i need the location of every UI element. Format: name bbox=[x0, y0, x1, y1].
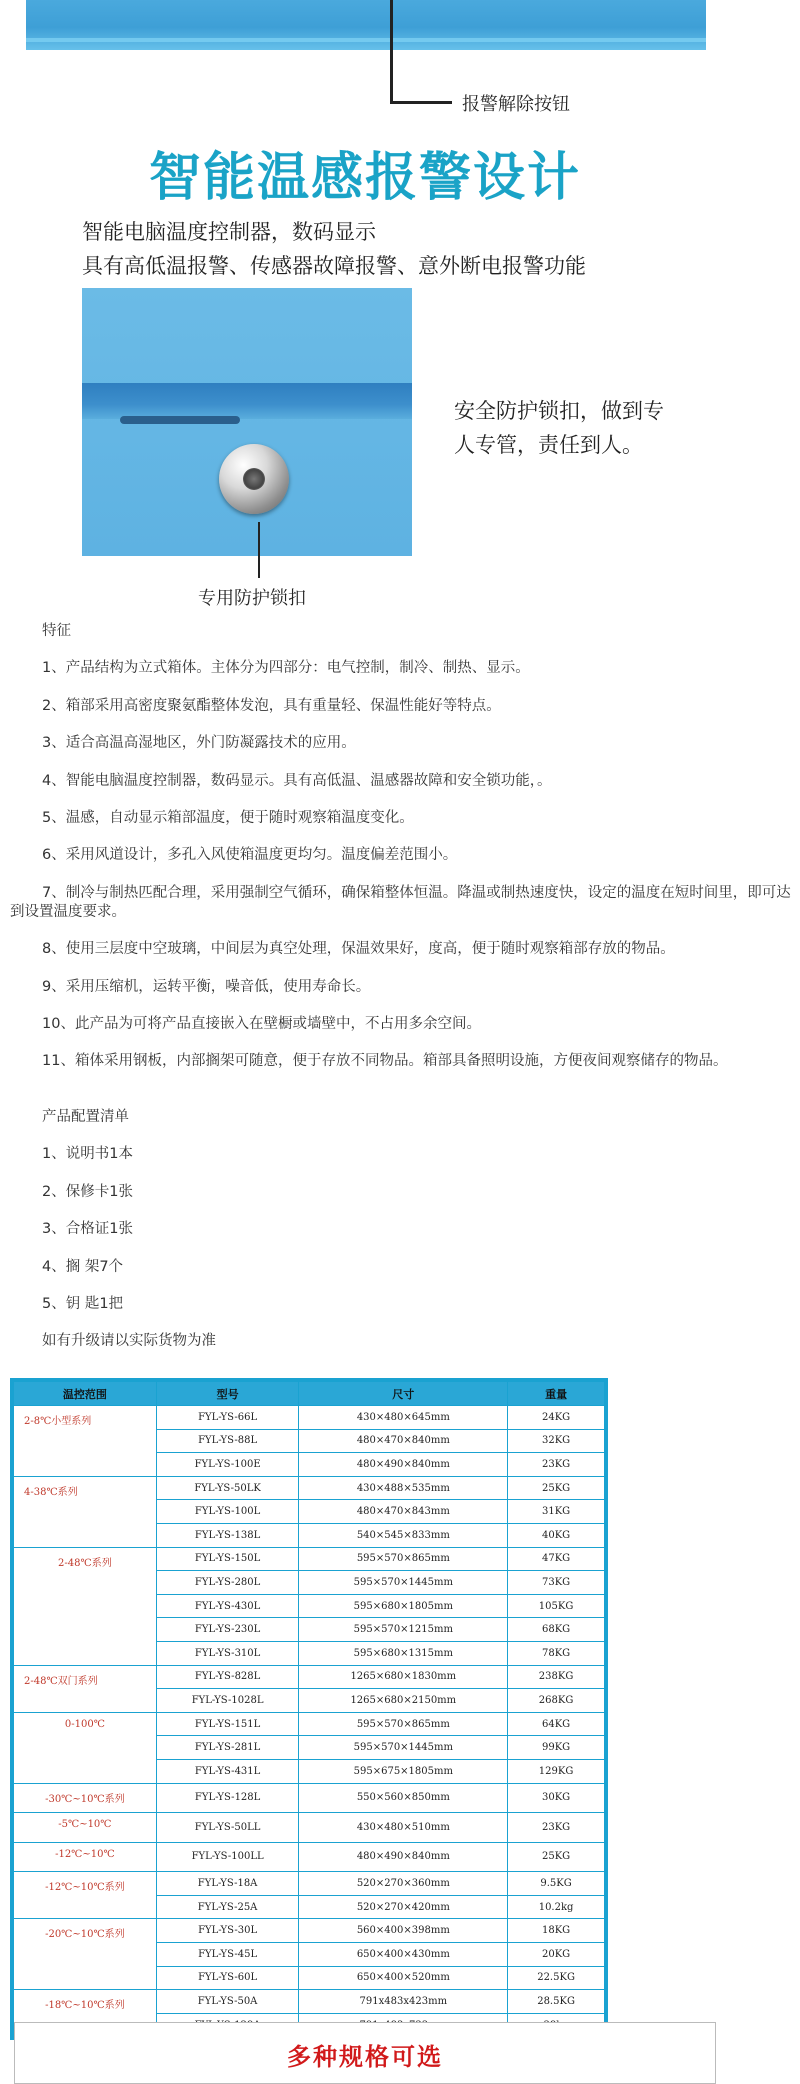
model-cell: FYL-YS-431L bbox=[156, 1759, 299, 1783]
weight-cell: 23KG bbox=[508, 1813, 605, 1843]
config-heading: 产品配置清单 bbox=[42, 1109, 129, 1125]
product-top-panel-photo bbox=[26, 0, 706, 50]
lock-description-line-1: 安全防护锁扣，做到专 bbox=[454, 399, 664, 423]
model-cell: FYL-YS-45L bbox=[156, 1943, 299, 1967]
model-cell: FYL-YS-30L bbox=[156, 1919, 299, 1943]
model-cell: FYL-YS-18A bbox=[156, 1872, 299, 1896]
table-row bbox=[14, 1547, 605, 1571]
panel-highlight-stripe bbox=[26, 38, 706, 42]
range-cell: 4-38℃系列 bbox=[14, 1476, 157, 1547]
weight-cell: 68KG bbox=[508, 1618, 605, 1642]
config-note: 如有升级请以实际货物为准 bbox=[42, 1333, 216, 1350]
alarm-reset-label: 报警解除按钮 bbox=[462, 94, 570, 115]
feature-item: 9、采用压缩机，运转平衡，噪音低，使用寿命长。 bbox=[42, 978, 371, 995]
model-cell: FYL-YS-50LL bbox=[156, 1813, 299, 1843]
range-cell: -20℃~10℃系列 bbox=[14, 1919, 157, 1990]
feature-item: 10、此产品为可将产品直接嵌入在壁橱或墙壁中，不占用多余空间。 bbox=[42, 1015, 481, 1032]
size-cell: 791x483x423mm bbox=[299, 1990, 508, 2014]
size-cell: 595×570×865mm bbox=[299, 1712, 508, 1736]
model-cell: FYL-YS-280L bbox=[156, 1571, 299, 1595]
weight-cell: 268KG bbox=[508, 1689, 605, 1713]
header-size: 尺寸 bbox=[299, 1382, 508, 1406]
feature-item: 6、采用风道设计，多孔入风使箱温度更均匀。温度偏差范围小。 bbox=[42, 847, 458, 864]
size-cell: 480×490×840mm bbox=[299, 1842, 508, 1872]
feature-item: 1、产品结构为立式箱体。主体分为四部分：电气控制，制冷、制热、显示。 bbox=[42, 660, 530, 677]
size-cell: 1265×680×2150mm bbox=[299, 1689, 508, 1713]
table-row bbox=[14, 1990, 605, 2014]
feature-item: 8、使用三层度中空玻璃，中间层为真空处理，保温效果好，度高，便于随时观察箱部存放的物品。 bbox=[42, 941, 675, 958]
feature-item: 2、箱部采用高密度聚氨酯整体发泡，具有重量轻、保温性能好等特点。 bbox=[42, 697, 501, 714]
model-cell: FYL-YS-100E bbox=[156, 1453, 299, 1477]
weight-cell: 20KG bbox=[508, 1943, 605, 1967]
keyhole-icon bbox=[243, 468, 265, 490]
size-cell: 595×570×1215mm bbox=[299, 1618, 508, 1642]
door-frame-band bbox=[82, 383, 412, 419]
spec-table-body bbox=[14, 1406, 605, 2037]
spec-table-header-row bbox=[14, 1382, 605, 1406]
size-cell: 595×680×1805mm bbox=[299, 1594, 508, 1618]
model-cell: FYL-YS-230L bbox=[156, 1618, 299, 1642]
size-cell: 480×470×840mm bbox=[299, 1429, 508, 1453]
spec-table-frame bbox=[10, 1378, 608, 2040]
weight-cell: 32KG bbox=[508, 1429, 605, 1453]
table-row bbox=[14, 1783, 605, 1813]
subtitle-line-1: 智能电脑温度控制器，数码显示 bbox=[82, 220, 376, 244]
config-item: 5、钥 匙1把 bbox=[42, 1295, 124, 1312]
table-row bbox=[14, 1842, 605, 1872]
weight-cell: 24KG bbox=[508, 1406, 605, 1430]
weight-cell: 25KG bbox=[508, 1842, 605, 1872]
model-cell: FYL-YS-50A bbox=[156, 1990, 299, 2014]
weight-cell: 40KG bbox=[508, 1523, 605, 1547]
size-cell: 550×560×850mm bbox=[299, 1783, 508, 1813]
size-cell: 595×680×1315mm bbox=[299, 1641, 508, 1665]
size-cell: 480×470×843mm bbox=[299, 1500, 508, 1524]
callout-line-horizontal bbox=[390, 101, 452, 104]
range-cell: -18℃~10℃系列 bbox=[14, 1990, 157, 2037]
model-cell: FYL-YS-151L bbox=[156, 1712, 299, 1736]
size-cell: 595×570×865mm bbox=[299, 1547, 508, 1571]
lock-label: 专用防护锁扣 bbox=[198, 588, 306, 609]
weight-cell: 129KG bbox=[508, 1759, 605, 1783]
weight-cell: 23KG bbox=[508, 1453, 605, 1477]
config-item: 3、合格证1张 bbox=[42, 1221, 133, 1238]
weight-cell: 99KG bbox=[508, 1736, 605, 1760]
range-cell: 2-48℃双门系列 bbox=[14, 1665, 157, 1712]
size-cell: 650×400×520mm bbox=[299, 1966, 508, 1990]
size-cell: 540×545×833mm bbox=[299, 1523, 508, 1547]
table-row bbox=[14, 1919, 605, 1943]
bottom-banner bbox=[14, 2022, 716, 2084]
features-section bbox=[10, 622, 795, 1090]
weight-cell: 10.2kg bbox=[508, 1895, 605, 1919]
size-cell: 595×570×1445mm bbox=[299, 1571, 508, 1595]
config-item: 4、搁 架7个 bbox=[42, 1258, 124, 1275]
subtitle-line-2: 具有高低温报警、传感器故障报警、意外断电报警功能 bbox=[82, 254, 586, 278]
model-cell: FYL-YS-66L bbox=[156, 1406, 299, 1430]
weight-cell: 31KG bbox=[508, 1500, 605, 1524]
config-section bbox=[10, 1108, 795, 1370]
weight-cell: 9.5KG bbox=[508, 1872, 605, 1896]
size-cell: 430×488×535mm bbox=[299, 1476, 508, 1500]
weight-cell: 73KG bbox=[508, 1571, 605, 1595]
features-heading: 特征 bbox=[42, 623, 71, 639]
size-cell: 520×270×420mm bbox=[299, 1895, 508, 1919]
header-weight: 重量 bbox=[508, 1382, 605, 1406]
table-row bbox=[14, 1476, 605, 1500]
feature-item: 7、制冷与制热匹配合理，采用强制空气循环，确保箱整体恒温。降温或制热速度快，设定的温度在短时间里，即可达到设置温度要求。 bbox=[10, 884, 791, 920]
model-cell: FYL-YS-88L bbox=[156, 1429, 299, 1453]
size-cell: 650×400×430mm bbox=[299, 1943, 508, 1967]
door-slot bbox=[120, 416, 240, 424]
model-cell: FYL-YS-128L bbox=[156, 1783, 299, 1813]
range-cell: -5℃~10℃ bbox=[14, 1813, 157, 1843]
table-row bbox=[14, 1872, 605, 1896]
range-cell: 0-100℃ bbox=[14, 1712, 157, 1783]
size-cell: 595×570×1445mm bbox=[299, 1736, 508, 1760]
size-cell: 520×270×360mm bbox=[299, 1872, 508, 1896]
weight-cell: 105KG bbox=[508, 1594, 605, 1618]
model-cell: FYL-YS-828L bbox=[156, 1665, 299, 1689]
weight-cell: 18KG bbox=[508, 1919, 605, 1943]
size-cell: 430×480×510mm bbox=[299, 1813, 508, 1843]
lock-knob-icon bbox=[219, 444, 289, 514]
spec-table bbox=[13, 1381, 605, 2037]
size-cell: 1265×680×1830mm bbox=[299, 1665, 508, 1689]
model-cell: FYL-YS-25A bbox=[156, 1895, 299, 1919]
model-cell: FYL-YS-430L bbox=[156, 1594, 299, 1618]
table-row bbox=[14, 1665, 605, 1689]
feature-item: 11、箱体采用钢板，内部搁架可随意，便于存放不同物品。箱部具备照明设施，方便夜间观察储存的物品。 bbox=[42, 1053, 728, 1070]
size-cell: 595×675×1805mm bbox=[299, 1759, 508, 1783]
section-headline: 智能温感报警设计 bbox=[148, 148, 581, 208]
weight-cell: 78KG bbox=[508, 1641, 605, 1665]
range-cell: -30℃~10℃系列 bbox=[14, 1783, 157, 1813]
header-model: 型号 bbox=[156, 1382, 299, 1406]
size-cell: 430×480×645mm bbox=[299, 1406, 508, 1430]
weight-cell: 238KG bbox=[508, 1665, 605, 1689]
model-cell: FYL-YS-100LL bbox=[156, 1842, 299, 1872]
model-cell: FYL-YS-50LK bbox=[156, 1476, 299, 1500]
range-cell: -12℃~10℃ bbox=[14, 1842, 157, 1872]
model-cell: FYL-YS-1028L bbox=[156, 1689, 299, 1713]
feature-item: 3、适合高温高湿地区，外门防凝露技术的应用。 bbox=[42, 735, 356, 752]
range-cell: 2-48℃系列 bbox=[14, 1547, 157, 1665]
model-cell: FYL-YS-60L bbox=[156, 1966, 299, 1990]
weight-cell: 64KG bbox=[508, 1712, 605, 1736]
table-row bbox=[14, 1813, 605, 1843]
size-cell: 560×400×398mm bbox=[299, 1919, 508, 1943]
model-cell: FYL-YS-150L bbox=[156, 1547, 299, 1571]
banner-text: 多种规格可选 bbox=[287, 2043, 443, 2071]
model-cell: FYL-YS-310L bbox=[156, 1641, 299, 1665]
feature-item: 5、温感，自动显示箱部温度，便于随时观察箱温度变化。 bbox=[42, 809, 414, 826]
table-row bbox=[14, 1406, 605, 1430]
table-row bbox=[14, 1712, 605, 1736]
size-cell: 480×490×840mm bbox=[299, 1453, 508, 1477]
range-cell: 2-8℃小型系列 bbox=[14, 1406, 157, 1477]
weight-cell: 22.5KG bbox=[508, 1966, 605, 1990]
model-cell: FYL-YS-281L bbox=[156, 1736, 299, 1760]
weight-cell: 30KG bbox=[508, 1783, 605, 1813]
model-cell: FYL-YS-138L bbox=[156, 1523, 299, 1547]
weight-cell: 28.5KG bbox=[508, 1990, 605, 2014]
range-cell: -12℃~10℃系列 bbox=[14, 1872, 157, 1919]
weight-cell: 47KG bbox=[508, 1547, 605, 1571]
lock-callout-line bbox=[258, 522, 260, 578]
weight-cell: 25KG bbox=[508, 1476, 605, 1500]
config-item: 1、说明书1本 bbox=[42, 1146, 133, 1163]
lock-description-line-2: 人专管，责任到人。 bbox=[454, 433, 643, 457]
config-item: 2、保修卡1张 bbox=[42, 1183, 133, 1200]
model-cell: FYL-YS-100L bbox=[156, 1500, 299, 1524]
header-range: 温控范围 bbox=[14, 1382, 157, 1406]
callout-line-vertical bbox=[390, 0, 393, 104]
feature-item: 4、智能电脑温度控制器，数码显示。具有高低温、温感器故障和安全锁功能，。 bbox=[42, 772, 552, 789]
lock-photo bbox=[82, 288, 412, 556]
